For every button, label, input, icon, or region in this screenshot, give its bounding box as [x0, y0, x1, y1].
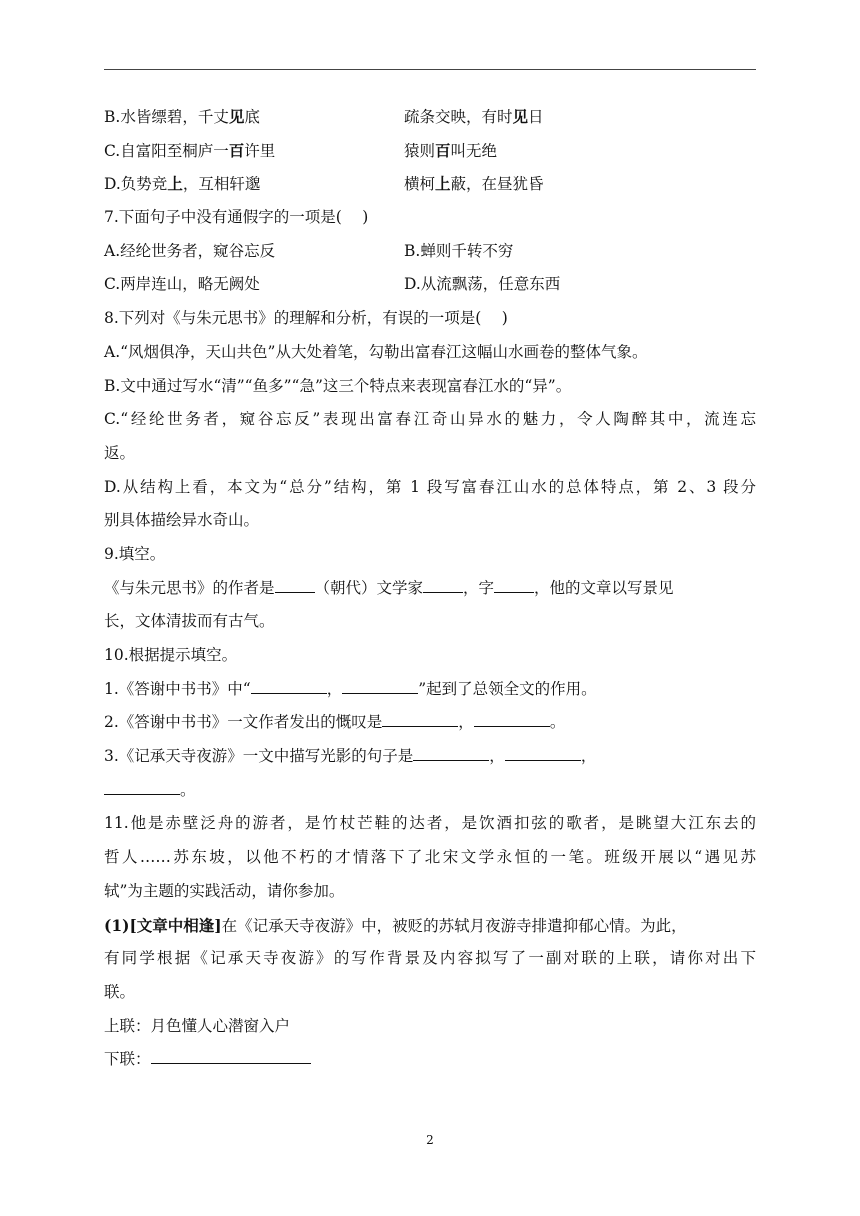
q10-item1-text-c: ”起到了总领全文的作用。 — [418, 679, 597, 698]
q10-item3-blank2[interactable] — [505, 742, 581, 761]
q11-sub1-tag: [文章中相逢] — [129, 915, 222, 935]
q8-option-c-line2: 返。 — [104, 443, 136, 462]
q9-line2: 长，文体清拔而有古气。 — [104, 612, 275, 631]
q10-item3-continued — [104, 774, 756, 808]
q7-options-row2 — [104, 268, 756, 302]
q10-item3-blank1[interactable] — [413, 742, 489, 761]
q9-text-a: 《与朱元思书》的作者是 — [104, 578, 275, 597]
q11-sub1-number: (1) — [104, 915, 130, 935]
q10-item3-text-b: ， — [489, 747, 505, 766]
q8-option-a: A.“风烟俱净，天山共色”从大处着笔，勾勒出富春江这幅山水画卷的整体气象。 — [104, 342, 648, 361]
header-rule — [104, 69, 756, 70]
q6-option-c-left: C.自富阳至桐庐一百许里 — [104, 140, 276, 160]
q11-intro-line2: 哲人……苏东坡，以他不朽的才情落下了北宋文学永恒的一笔。班级开展以“遇见苏 — [104, 848, 756, 867]
q7-option-c: C.两岸连山，略无阙处 — [104, 275, 260, 294]
q7-option-b: B.蝉则千转不穷 — [404, 241, 514, 260]
page-content — [104, 100, 756, 1077]
q11-intro-line1: 11.他是赤壁泛舟的游者，是竹杖芒鞋的达者，是饮酒扣弦的歌者，是眺望大江东去的 — [104, 814, 756, 833]
q6-option-c — [104, 134, 756, 168]
q11-sub1-text: 在《记承天寺夜游》中，被贬的苏轼月夜游寺排遣抑郁心情。为此， — [221, 916, 687, 935]
q9-text-c: ，字 — [463, 578, 495, 597]
q11-intro-line3: 轼”为主题的实践活动，请你参加。 — [104, 881, 345, 900]
lower-couplet-label: 下联： — [104, 1050, 151, 1069]
q10-item1-text-a: 1.《答谢中书书》中“ — [104, 679, 251, 698]
q10-item2 — [104, 706, 756, 740]
q9-blank-author[interactable] — [275, 574, 315, 593]
q7-options-row1 — [104, 235, 756, 269]
q6-option-b-right: 疏条交映，有时见日 — [404, 107, 544, 126]
q6-option-d-left: D.负势竞上，互相轩邈 — [104, 174, 261, 194]
q10-item3 — [104, 740, 756, 774]
q6-option-b — [104, 100, 756, 134]
q9-blank-courtesy-name[interactable] — [494, 574, 534, 593]
q8-option-b: B.文中通过写水“清”“鱼多”“急”这三个特点来表现富春江水的“异”。 — [104, 376, 572, 395]
q6-option-b-left: B.水皆缥碧，千丈见底 — [104, 107, 260, 126]
q7-stem: 7.下面句子中没有通假字的一项是( ) — [104, 208, 369, 227]
q10-item2-blank1[interactable] — [382, 708, 458, 727]
q6-option-d — [104, 167, 756, 201]
q8-option-d-line2: 别具体描绘异水奇山。 — [104, 511, 260, 530]
q10-item1-text-b: ， — [326, 679, 343, 698]
q9-blank-dynasty[interactable] — [423, 574, 463, 593]
q10-item2-blank2[interactable] — [474, 708, 550, 727]
q6-option-d-right: 横柯上蔽，在昼犹昏 — [404, 174, 544, 194]
q10-item1-blank1[interactable] — [251, 675, 327, 694]
q10-item1-blank2[interactable] — [342, 675, 418, 694]
q10-item2-text-a: 2.《答谢中书书》一文作者发出的慨叹是 — [104, 713, 383, 732]
q10-item3-end: 。 — [180, 780, 196, 799]
q9-text-b: （朝代）文学家 — [314, 578, 424, 597]
q10-item2-text-c: 。 — [549, 713, 566, 732]
q11-sub1-line2: 有同学根据《记承天寺夜游》的写作背景及内容拟写了一副对联的上联，请你对出下 — [104, 949, 756, 968]
q8-option-c-line1: C.“经纶世务者，窥谷忘反”表现出富春江奇山异水的魅力，令人陶醉其中，流连忘 — [104, 410, 756, 429]
page-number: 2 — [426, 1133, 434, 1147]
q10-item1 — [104, 673, 756, 707]
q8-stem: 8.下列对《与朱元思书》的理解和分析，有误的一项是( ) — [104, 309, 508, 328]
q10-item3-blank3[interactable] — [104, 776, 180, 795]
q11-sub1-line1 — [104, 909, 756, 943]
q9-text-d: ，他的文章以写景见 — [534, 578, 674, 597]
lower-couplet-blank[interactable] — [151, 1045, 311, 1064]
q10-item3-text-c: ， — [580, 747, 597, 766]
q7-option-d: D.从流飘荡，任意东西 — [404, 275, 561, 294]
q7-option-a: A.经纶世务者，窥谷忘反 — [104, 241, 276, 260]
lower-couplet — [104, 1043, 756, 1077]
q10-item2-text-b: ， — [458, 713, 474, 732]
q10-stem: 10.根据提示填空。 — [104, 646, 238, 664]
q11-sub1-line3: 联。 — [104, 982, 136, 1001]
q9-stem: 9.填空。 — [104, 544, 166, 563]
q6-option-c-right: 猿则百叫无绝 — [404, 140, 498, 160]
q10-item3-text-a: 3.《记承天寺夜游》一文中描写光影的句子是 — [104, 747, 414, 766]
q9-line1 — [104, 572, 756, 606]
q8-option-d-line1: D.从结构上看，本文为“总分”结构，第 1 段写富春江山水的总体特点，第 2、3 段分 — [104, 477, 756, 496]
upper-couplet: 上联：月色懂人心潜窗入户 — [104, 1016, 291, 1035]
